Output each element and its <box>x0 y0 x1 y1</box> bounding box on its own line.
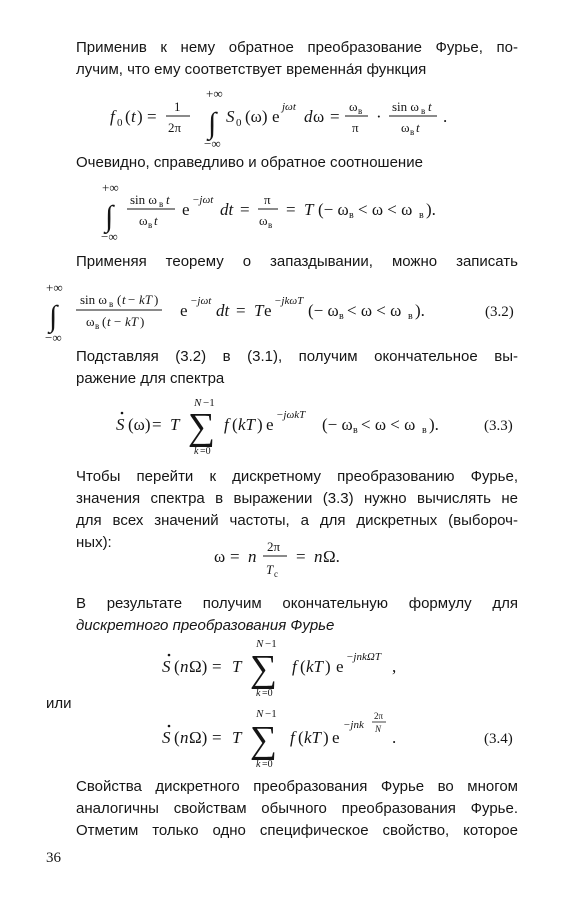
svg-text:T: T <box>254 301 264 320</box>
svg-text:kT: kT <box>139 292 152 307</box>
svg-text:.: . <box>443 107 448 126</box>
svg-text:ω: ω <box>313 107 325 126</box>
svg-text:f: f <box>290 728 295 747</box>
svg-text:∫: ∫ <box>105 200 114 233</box>
paragraph-obviously <box>46 152 518 174</box>
svg-text:).: ). <box>415 301 425 320</box>
svg-text:f: f <box>110 107 115 126</box>
svg-text:f: f <box>292 657 297 676</box>
svg-text:): ) <box>325 657 331 676</box>
text-line: аналогичны свойствам обычного преобразования Фурье. <box>76 800 518 817</box>
svg-text:в: в <box>419 210 424 221</box>
svg-text:t: t <box>122 292 126 307</box>
svg-text:S: S <box>226 107 235 126</box>
svg-text:): ) <box>140 314 145 329</box>
svg-text:(− ω: (− ω <box>308 301 339 320</box>
text-line: В результате получим окончательную формулу для <box>76 595 518 612</box>
svg-text:t: t <box>416 120 420 135</box>
text-line: ражение для спектра <box>76 370 225 387</box>
svg-text:=: = <box>286 200 296 219</box>
svg-text:в: в <box>358 106 363 116</box>
svg-text:S: S <box>162 728 171 747</box>
svg-text:∑: ∑ <box>250 648 278 690</box>
svg-text:< ω < ω: < ω < ω <box>347 301 402 320</box>
svg-text:t: t <box>131 107 136 126</box>
svg-text:.: . <box>392 728 397 747</box>
svg-text:−∞: −∞ <box>45 330 62 345</box>
svg-text:dt: dt <box>216 301 230 320</box>
svg-text:(: ( <box>125 107 131 126</box>
svg-text:·: · <box>376 107 382 126</box>
paragraph-inverse-transform <box>46 37 518 81</box>
svg-text:S: S <box>116 415 125 434</box>
svg-text:e: e <box>180 301 188 320</box>
text-line: Свойства дискретного преобразования Фурье во многом <box>76 778 518 795</box>
svg-text:ω: ω <box>401 120 410 135</box>
svg-text:T: T <box>304 200 314 219</box>
svg-text:N: N <box>194 397 202 409</box>
svg-text:n: n <box>314 547 323 566</box>
text-line: Применяя теорему о запаздывании, можно записать <box>76 253 518 270</box>
svg-text:kT: kT <box>306 657 323 676</box>
svg-text:−1: −1 <box>203 397 215 409</box>
svg-text:в: в <box>339 311 344 322</box>
svg-text:Ω): Ω) <box>189 657 208 676</box>
paragraph-substituting <box>46 346 518 390</box>
svg-text:в: в <box>353 425 358 436</box>
svg-text:k: k <box>194 446 199 457</box>
svg-text:< ω < ω: < ω < ω <box>361 415 416 434</box>
paragraph-delay-theorem <box>46 251 518 273</box>
svg-text:с: с <box>274 569 278 579</box>
svg-text:0: 0 <box>117 117 123 129</box>
svg-text:(: ( <box>174 657 180 676</box>
svg-text:∫: ∫ <box>49 300 58 333</box>
svg-text:T: T <box>170 415 180 434</box>
svg-text:в: в <box>95 321 100 331</box>
svg-text:(: ( <box>232 415 238 434</box>
svg-text:=0: =0 <box>200 446 211 457</box>
svg-text:в: в <box>159 199 164 209</box>
svg-text:в: в <box>422 425 427 436</box>
svg-text:ω: ω <box>214 547 226 566</box>
paragraph-properties <box>46 776 518 842</box>
formula-dft-first <box>156 634 456 702</box>
svg-text:).: ). <box>426 200 436 219</box>
formula-time-function <box>100 86 460 152</box>
svg-text:e: e <box>266 415 274 434</box>
svg-text:kT: kT <box>304 728 321 747</box>
svg-text:2π: 2π <box>374 711 384 721</box>
svg-text:=: = <box>330 107 340 126</box>
svg-text:2π: 2π <box>267 539 281 554</box>
text-line: для всех значений частоты, а для дискретных (выбороч- <box>76 512 518 529</box>
svg-text:∫: ∫ <box>208 107 217 140</box>
formula-inverse-relation <box>96 180 486 244</box>
equation-number: (3.3) <box>484 418 513 434</box>
svg-text:=: = <box>212 728 222 747</box>
svg-text:=: = <box>296 547 306 566</box>
svg-text:(: ( <box>174 728 180 747</box>
svg-text:+∞: +∞ <box>206 86 223 101</box>
svg-text:−: − <box>114 314 122 329</box>
text-line: Чтобы перейти к дискретному преобразованию Фурье, <box>76 468 518 485</box>
svg-text:в: в <box>410 127 415 137</box>
svg-text:−∞: −∞ <box>204 136 221 151</box>
text-line: или <box>46 695 72 712</box>
svg-text:−jnkΩT: −jnkΩT <box>346 651 381 663</box>
svg-text:в: в <box>421 106 426 116</box>
svg-text:sin ω: sin ω <box>130 192 157 207</box>
svg-text:e: e <box>336 657 344 676</box>
svg-text:kT: kT <box>125 314 138 329</box>
text-line: Очевидно, справедливо и обратное соотношение <box>76 154 423 171</box>
svg-text:(: ( <box>298 728 304 747</box>
svg-text:π: π <box>352 120 359 135</box>
svg-text:−jnk: −jnk <box>343 719 364 731</box>
formula-discrete-frequency <box>210 536 390 586</box>
svg-text:ω: ω <box>86 314 95 329</box>
svg-text:jωt: jωt <box>282 101 296 113</box>
equation-number: (3.2) <box>485 304 514 320</box>
svg-text:=: = <box>240 200 250 219</box>
svg-text:< ω < ω: < ω < ω <box>358 200 413 219</box>
formula-3-4 <box>156 702 526 774</box>
svg-text:=: = <box>212 657 222 676</box>
svg-text:−jωt: −jωt <box>192 194 214 206</box>
svg-text:=0: =0 <box>262 688 273 699</box>
svg-text:=0: =0 <box>262 759 273 770</box>
svg-text:ω: ω <box>139 213 148 228</box>
svg-text:ω: ω <box>259 213 268 228</box>
text-line: ных): <box>76 534 112 551</box>
equation-number: (3.4) <box>484 731 513 747</box>
svg-text:n: n <box>248 547 257 566</box>
svg-text:(− ω: (− ω <box>318 200 349 219</box>
formula-3-3 <box>110 394 530 460</box>
svg-text:π: π <box>264 192 271 207</box>
svg-text:sin ω: sin ω <box>392 99 419 114</box>
svg-text:N: N <box>375 724 382 734</box>
formula-3-2 <box>44 280 524 346</box>
svg-text:t: t <box>107 314 111 329</box>
svg-text:−∞: −∞ <box>101 229 118 244</box>
svg-text:e: e <box>272 107 280 126</box>
svg-text:T: T <box>232 657 242 676</box>
svg-text:в: в <box>408 311 413 322</box>
svg-text:−jkωT: −jkωT <box>274 295 304 307</box>
svg-text:n: n <box>180 728 189 747</box>
svg-text:0: 0 <box>236 117 242 129</box>
svg-text:e: e <box>332 728 340 747</box>
svg-text:S: S <box>162 657 171 676</box>
svg-text:): ) <box>154 292 159 307</box>
page-number: 36 <box>46 850 61 866</box>
paragraph-final-formula <box>46 593 518 637</box>
svg-text:n: n <box>180 657 189 676</box>
svg-text:t: t <box>154 213 158 228</box>
svg-text:+∞: +∞ <box>102 180 119 195</box>
svg-text:): ) <box>323 728 329 747</box>
svg-text:t: t <box>166 192 170 207</box>
svg-text:(: ( <box>117 292 122 307</box>
text-line: лучим, что ему соответствует временна́я функция <box>76 61 427 78</box>
svg-text:N: N <box>256 638 264 650</box>
svg-text:(: ( <box>300 657 306 676</box>
text-line: Подставляя (3.2) в (3.1), получим окончательное вы- <box>76 348 518 365</box>
svg-text:,: , <box>392 657 397 676</box>
svg-text:e: e <box>264 301 272 320</box>
svg-text:−1: −1 <box>265 638 277 650</box>
svg-text:T: T <box>232 728 242 747</box>
svg-text:(: ( <box>102 314 107 329</box>
text-line: Отметим только одно специфическое свойство, которое <box>76 822 518 839</box>
svg-text:=: = <box>230 547 240 566</box>
svg-text:).: ). <box>429 415 439 434</box>
svg-text:f: f <box>224 415 229 434</box>
text-line: Применив к нему обратное преобразование Фурье, по- <box>76 39 518 56</box>
svg-text:∑: ∑ <box>250 719 278 761</box>
svg-text:ω: ω <box>349 99 358 114</box>
svg-text:−jωt: −jωt <box>190 295 212 307</box>
svg-text:kT: kT <box>238 415 255 434</box>
svg-text:=: = <box>152 415 162 434</box>
svg-text:в: в <box>148 220 153 230</box>
svg-text:−: − <box>128 292 136 307</box>
svg-text:t: t <box>428 99 432 114</box>
svg-text:=: = <box>147 107 157 126</box>
svg-text:sin ω: sin ω <box>80 292 107 307</box>
svg-text:+∞: +∞ <box>46 280 63 295</box>
svg-text:−1: −1 <box>265 708 277 720</box>
svg-text:e: e <box>182 200 190 219</box>
svg-text:(ω): (ω) <box>245 107 268 126</box>
text-line: дискретного преобразования Фурье <box>76 617 335 634</box>
svg-text:в: в <box>349 210 354 221</box>
svg-text:(ω): (ω) <box>128 415 151 434</box>
svg-text:=: = <box>236 301 246 320</box>
svg-text:1: 1 <box>174 99 181 114</box>
svg-text:в: в <box>268 220 273 230</box>
svg-text:T: T <box>266 562 274 577</box>
svg-text:(− ω: (− ω <box>322 415 353 434</box>
svg-text:Ω): Ω) <box>189 728 208 747</box>
svg-text:Ω.: Ω. <box>323 547 340 566</box>
svg-text:−jωkT: −jωkT <box>276 409 306 421</box>
svg-text:2π: 2π <box>168 120 182 135</box>
text-line: значения спектра в выражении (3.3) нужно вычислять не <box>76 490 518 507</box>
svg-text:dt: dt <box>220 200 234 219</box>
svg-text:): ) <box>137 107 143 126</box>
svg-text:N: N <box>256 708 264 720</box>
svg-text:k: k <box>256 759 261 770</box>
svg-text:∑: ∑ <box>188 406 216 448</box>
svg-text:k: k <box>256 688 261 699</box>
svg-text:в: в <box>109 299 114 309</box>
svg-text:): ) <box>257 415 263 434</box>
svg-text:d: d <box>304 107 313 126</box>
